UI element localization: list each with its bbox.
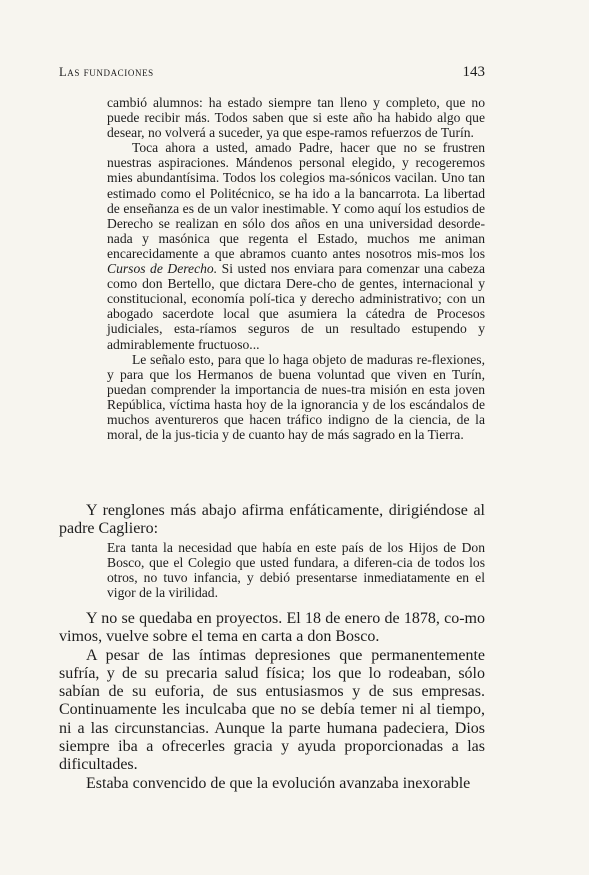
quote-text: cambió alumnos: ha estado siempre tan lleno y completo, que no puede recibir más. Todos saben que si este año ha habido algo que desear, no volverá a suceder, ya que espe-ramos refuerzos de Turín. [107, 95, 485, 141]
block-quote-cagliero [107, 540, 485, 600]
italic-title: Cursos de Derecho. [107, 261, 218, 277]
quote-paragraph: Era tanta la necesidad que había en este país de los Hijos de Don Bosco, que el Colegio que usted fundara, a diferen-cia de todos los otros, no tuvo infancia, y debió presentarse inmediatamente en el vigor de la virilidad. [107, 540, 485, 601]
running-head: Las fundaciones [59, 65, 154, 79]
page-header [59, 64, 485, 81]
quote-paragraph [107, 95, 485, 140]
quote-text: Le señalo esto, para que lo haga objeto de maduras re-flexiones, y para que los Hermanos de buena voluntad que viven en Turín, puedan comprender la importancia de nues-tra misión en esta joven República, víctima hasta hoy de la ignorancia y de los escándalos de muchos aventureros que hacen tráfico indigno de la ciencia, de la moral, de la jus-ticia y de cuanto hay de más sagrado en la Tierra. [107, 351, 485, 443]
body-paragraph: Y no se quedaba en proyectos. El 18 de enero de 1878, co-mo vimos, vuelve sobre el tema en carta a don Bosco. [59, 610, 485, 646]
block-quote-letter [107, 95, 485, 442]
quote-text: Si usted nos enviara para comenzar una cabeza como don Bertello, que dictara Dere-cho de gentes, internacional y constitucional, economía polí-tica y derecho administrativo; con un abogado sacerdote local que asumiera la cátedra de Procesos judiciales, esta-ríamos seguros de un resultado estupendo y admirablemente fructuoso... [107, 261, 485, 352]
body-paragraph: Estaba convencido de que la evolución avanzaba inexorable [86, 774, 471, 792]
quote-paragraph [107, 140, 485, 351]
body-text-main [59, 610, 485, 793]
quote-paragraph [107, 352, 485, 443]
quote-text: Toca ahora a usted, amado Padre, hacer que no se frustren nuestras aspiraciones. Mándenos personal elegido, y recogeremos mies abundantísima. Todos los colegios ma-sónicos vacilan. Uno tan estimado como el Politécnico, se ha ido a la bancarrota. La libertad de enseñanza es de un valor inestimable. Y como aquí los estudios de Derecho se realizan en sólo dos años en una universidad desorde-nada y masónica que regenta el Estado, muchos me animan encarecidamente a que abramos cuanto antes nosotros mis-mos los [107, 140, 485, 261]
body-text-intro [59, 502, 485, 539]
body-paragraph: A pesar de las íntimas depresiones que permanentemente sufría, y de su precaria salud física; los que lo rodeaban, sólo sabían de su euforia, de sus entusiasmos y de sus empresas. Continuamente les inculcaba que no se debía temer ni al tiempo, ni a las circunstancias. Aunque la parte humana padeciera, Dios siempre iba a ofrecerles gracia y ayuda proporcionadas a las dificultades. [59, 646, 485, 774]
body-paragraph: Y renglones más abajo afirma enfáticamente, dirigiéndose al padre Cagliero: [59, 502, 485, 538]
page-number: 143 [462, 64, 485, 80]
